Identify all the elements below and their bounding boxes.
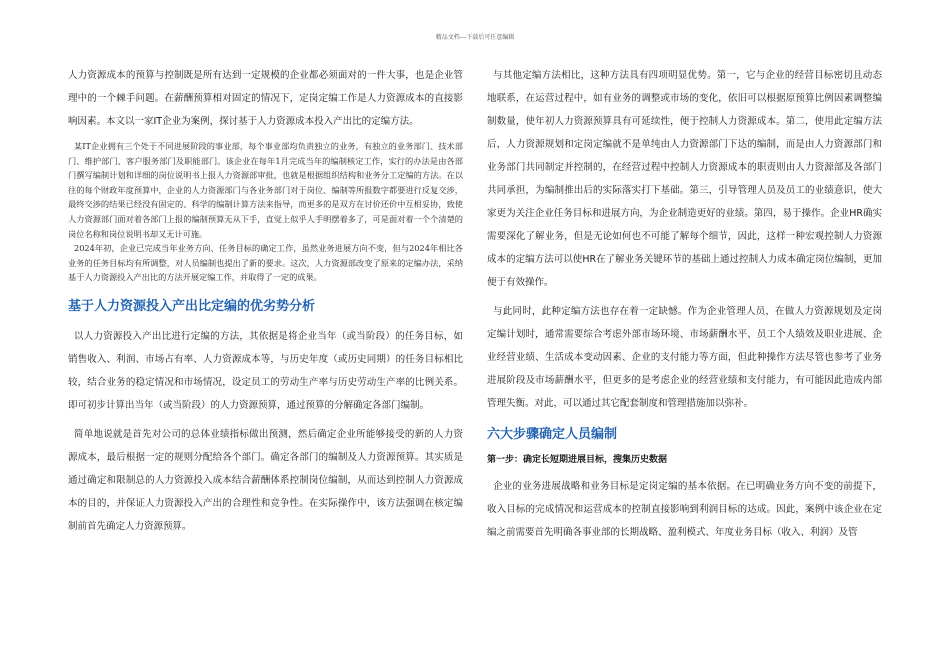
section-heading-advantages: 基于人力资源投入产出比定编的优劣势分析 — [68, 298, 316, 314]
section-heading-six-steps: 六大步骤确定人员编制 — [487, 427, 618, 442]
step-one-paragraph: 企业的业务进展战略和业务目标是定岗定编的基本依据。在已明确业务方向不变的前提下，收入目标的完成情况和运营成本的控制直接影响到利润目标的达成。因此，案例中该企业在定编之前需要首先明确各事业部的长期战略、盈利模式、年度业务目标（收入、利润）及管 — [487, 481, 882, 538]
advantages-paragraph: 与其他定编方法相比，这种方法具有四项明显优势。第一，它与企业的经营目标密切且动态地联系，在运营过程中，如有业务的调整或市场的变化，依旧可以根据原预算比例因素调整编制数量，使年初人力资源预算具有可延续性，便于控制人力资源成本。第二，使用此定编方法后，人力资源规划和定岗定编就不是单纯由人力资源部门下达的编制，而是由人力资源部门和业务部门共同制定并控制的，在经营过程中控制人力资源成本的职责则由人力资源部及各部门共同承担，为编制推出后的实际落实打下基础。第三，引导管理人员及员工的业绩意识，使大家更为关注企业任务目标和进展方向，为企业制造更好的业绩。第四，易于操作。企业HR确实需要深化了解业务，但是无论如何也不可能了解每个细节，因此，这样一种宏观控制人力资源成本的定编方法可以使HR在了解业务关键环节的基础上通过控制人力成本确定岗位编制，更加便于有效操作。 — [487, 70, 882, 288]
left-column — [68, 64, 463, 538]
method-basis-paragraph: 以人力资源投入产出比进行定编的方法，其依据是将企业当年（或当阶段）的任务目标，如销售收入、利润、市场占有率、人力资源成本等，与历史年度（或历史同期）的任务目标相比较，结合业务的稳定情况和市场情况，设定员工的劳动生产率与历史劳动生产率的比例关系。即可初步计算出当年（或当阶段）的人力资源预算，通过预算的分解确定各部门编制。 — [68, 330, 463, 411]
right-column — [487, 64, 882, 544]
case-background-paragraph: 某IT企业拥有三个处于不同进展阶段的事业部，每个事业部均负责独立的业务，有独立的业务部门、技术部门、维护部门、客户服务部门及职能部门。该企业在每年1月完成当年的编制核定工作，实行的办法是由各部门撰写编制计划和详细的岗位说明书上报人力资源部审批，也就是根据组织结构和业务分工定编的方法。在以往的每个财政年度预算中，企业的人力资源部门与各业务部门对于岗位、编制等所报数字都要进行反复交涉，最终交涉的结果已经没有固定的、科学的编制计算方法来指导，而更多的是双方在讨价还价中互相妥协，致使人力资源部门面对着各部门上报的编制预算无从下手，直觉上似乎人手明摆着多了，可是面对着一个个清楚的岗位名称和岗位说明书却又无计可施。 — [68, 141, 463, 239]
step-one-heading: 第一步：确定长短期进展目标，搜集历史数据 — [487, 455, 668, 465]
page-header: 精品文档---下载后可任意编辑 — [435, 34, 515, 41]
intro-paragraph: 人力资源成本的预算与控制既是所有达到一定规模的企业都必须面对的一件大事，也是企业管理中的一个棘手问题。在薪酬预算相对固定的情况下，定岗定编工作是人力资源成本的直接影响因素。本文以一家IT企业为案例，探讨基于人力资源成本投入产出比的定编方法。 — [68, 70, 463, 127]
method-summary-paragraph: 简单地说就是首先对公司的总体业绩指标做出预测，然后确定企业所能够接受的新的人力资源成本，最后根据一定的规则分配给各个部门。确定各部门的编制及人力资源预算。其实质是通过确定和限制总的人力资源投入成本结合薪酬体系控制岗位编制，从而达到控制人力资源成本的目的，并保证人力资源投入产出的合理性和竞争性。在实际操作中，该方法强调在核定编制前首先确定人力资源预算。 — [68, 428, 463, 532]
case-2024-paragraph: 2024年初，企业已完成当年业务方向、任务目标的确定工作，虽然业务进展方向不变，但与2024年相比各业务的任务目标均有所调整，对人员编制也提出了新的要求。这次，人力资源部改变了原来的定编办法，采纳基于人力资源投入产出比的方法开展定编工作，并取得了一定的成果。 — [68, 243, 463, 283]
drawbacks-paragraph: 与此同时，此种定编方法也存在着一定缺憾。作为企业管理人员，在做人力资源规划及定岗定编计划时，通常需要综合考虑外部市场环境、市场薪酬水平、员工个人绩效及职业进展、企业经营业绩、生活成本变动因素、企业的支付能力等方面，但此种操作方法尽管也参考了业务进展阶段及市场薪酬水平，但更多的是考虑企业的经营业绩和支付能力，有可能因此造成内部管理失衡。对此，可以通过其它配套制度和管理措施加以弥补。 — [487, 306, 882, 409]
